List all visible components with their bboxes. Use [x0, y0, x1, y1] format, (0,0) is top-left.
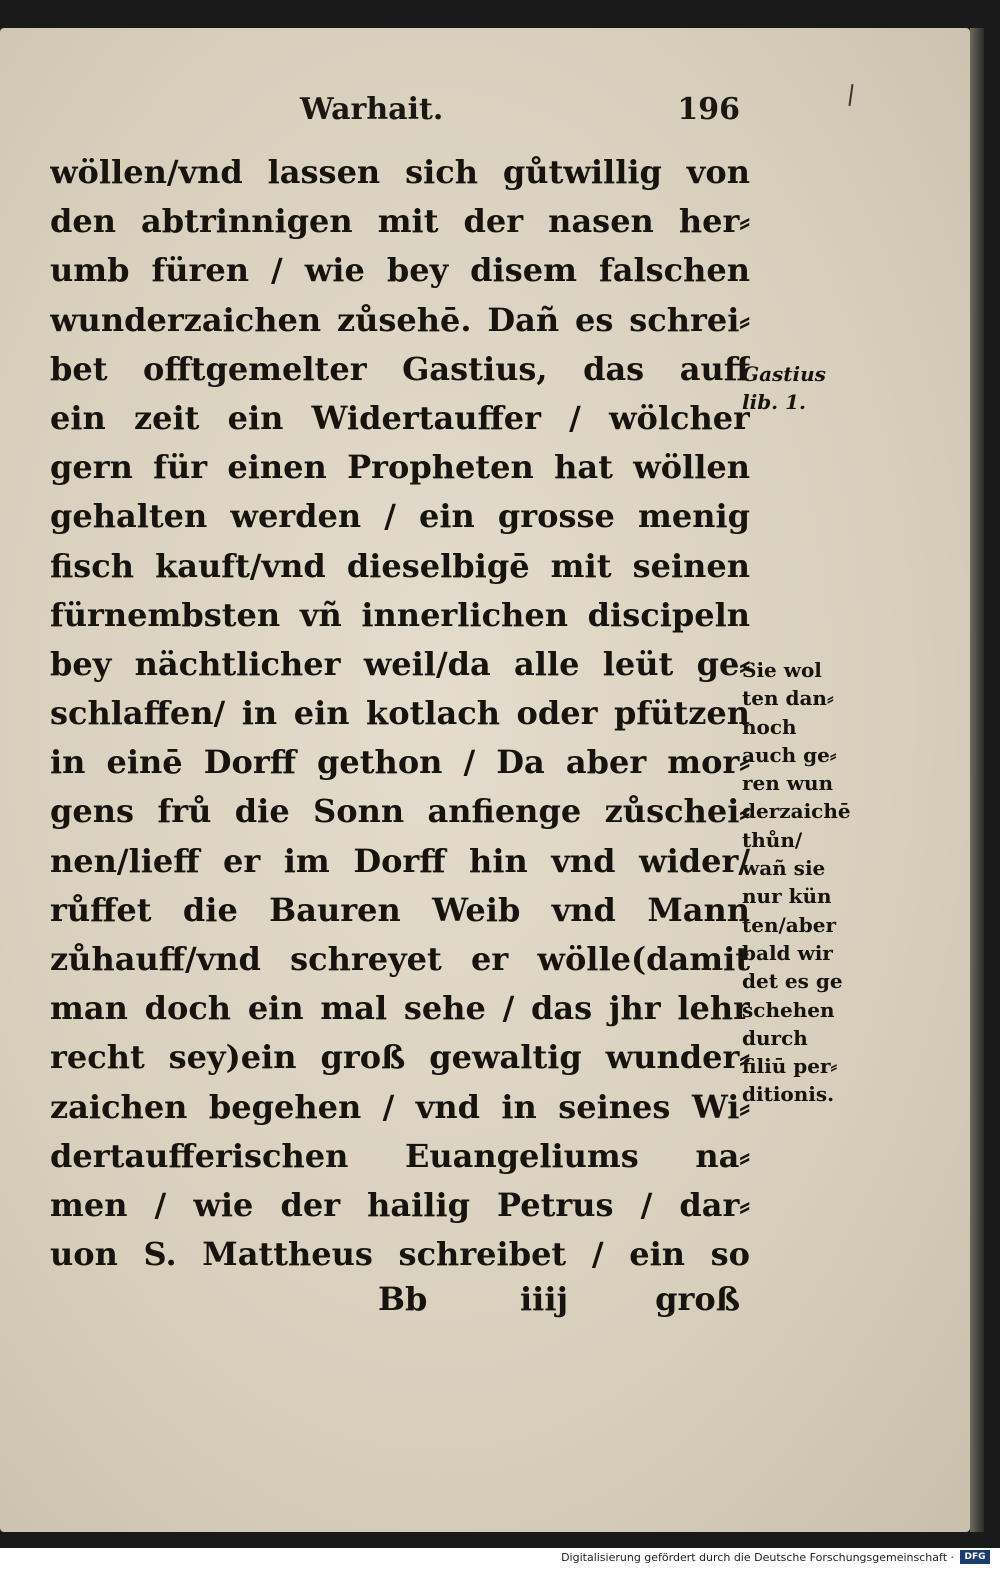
margin-note-line: lib. 1.	[742, 390, 806, 415]
funding-credit: Digitalisierung gefördert durch die Deutsche Forschungsgemeinschaft ·	[561, 1551, 954, 1564]
text-line: zůhauff/vnd schreyet er wölle(damit	[50, 940, 750, 978]
text-line: růffet die Bauren Weib vnd Mann	[50, 890, 750, 929]
text-line: dertaufferischen Euangeliums na⸗	[50, 1136, 750, 1175]
text-line: recht sey)ein groß gewaltig wunder⸗	[50, 1038, 750, 1077]
text-line: schlaffen/ in ein kotlach oder pfützen	[50, 694, 750, 733]
text-line: gens frů die Sonn anfienge zůschei⸗	[50, 792, 750, 831]
text-line: bey nächtlicher weil/da alle leüt ge⸗	[50, 644, 750, 683]
text-line: bet offtgemelter Gastius, das auff	[50, 349, 750, 388]
margin-note-line: ren wun	[742, 771, 834, 796]
margin-note-line: ten dan⸗	[742, 686, 834, 711]
catchword: groß	[655, 1280, 740, 1318]
margin-note-line: noch	[742, 714, 797, 739]
margin-note-line: det es ge	[742, 969, 843, 994]
text-line: wunderzaichen zůsehē. Dañ es schrei⸗	[50, 300, 750, 339]
margin-note-line: ditionis.	[742, 1082, 835, 1107]
text-line: fisch kauft/vnd dieselbigē mit seinen	[50, 546, 750, 585]
running-title: Warhait.	[300, 92, 444, 127]
margin-note-line: bald wir	[742, 940, 833, 965]
margin-note-line: filiū per⸗	[742, 1054, 838, 1079]
text-line: gehalten werden / ein grosse menig	[50, 497, 750, 536]
text-line: man doch ein mal sehe / das jhr lehr	[50, 989, 750, 1028]
margin-note-gastius	[742, 360, 882, 417]
margin-note-line: derzaichē	[742, 799, 851, 824]
text-line: in einē Dorff gethon / Da aber mor⸗	[50, 743, 750, 782]
text-line: den abtrinnigen mit der nasen her⸗	[50, 202, 750, 241]
text-line: fürnembsten vñ innerlichen discipeln	[50, 595, 750, 634]
margin-note-wunderzaichen	[742, 656, 882, 1109]
margin-note-line: Gastius	[742, 362, 826, 386]
page-edge	[970, 28, 984, 1532]
footer-bar	[0, 1548, 1000, 1587]
dfg-logo: DFG	[960, 1550, 990, 1564]
margin-note-line: ten/aber	[742, 912, 837, 937]
main-text-block	[50, 148, 750, 1279]
text-line: men / wie der hailig Petrus / dar⸗	[50, 1185, 750, 1224]
margin-note-line: schehen	[742, 997, 835, 1022]
text-line: nen/lieff er im Dorff hin vnd wider/	[50, 841, 750, 880]
margin-note-line: wañ sie	[742, 856, 826, 881]
margin-note-line: nur kün	[742, 884, 832, 909]
signature-mark: Bb	[378, 1280, 428, 1318]
margin-note-line: thůn/	[742, 827, 803, 852]
margin-note-line: auch ge⸗	[742, 742, 837, 767]
text-line: gern für einen Propheten hat wöllen	[50, 448, 750, 487]
text-line: wöllen/vnd lassen sich gůtwillig von	[50, 153, 750, 191]
margin-note-line: durch	[742, 1025, 808, 1050]
text-line: uon S. Mattheus schreibet / ein so	[50, 1235, 750, 1274]
text-line: ein zeit ein Widertauffer / wölcher	[50, 398, 750, 437]
text-line: zaichen begehen / vnd in seines Wi⸗	[50, 1087, 750, 1126]
signature-number: iiij	[520, 1280, 569, 1318]
folio-number: 196	[677, 92, 740, 127]
text-line: umb füren / wie bey disem falschen	[50, 251, 750, 290]
margin-note-line: Sie wol	[742, 658, 822, 682]
